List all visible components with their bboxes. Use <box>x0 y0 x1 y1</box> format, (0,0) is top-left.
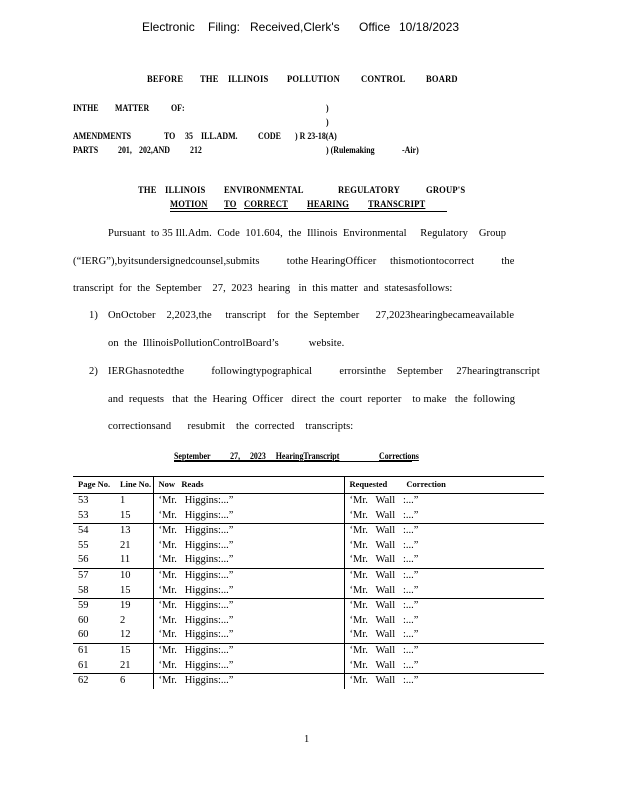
cell-line: 12 <box>120 629 131 641</box>
board-word: BEFORE <box>147 75 184 85</box>
table-row <box>73 628 544 643</box>
caption-parts: PARTS <box>73 145 99 155</box>
filing-label-filing: Filing: <box>208 20 241 34</box>
table-header-row <box>73 476 544 494</box>
table-row <box>73 584 544 599</box>
cell-line: 1 <box>120 495 126 506</box>
header-page: Page No. <box>73 476 115 494</box>
caption-of: OF: <box>171 103 185 113</box>
table-row <box>73 659 544 674</box>
cell-now-reads: ‘Mr. Higgins:...” <box>153 628 344 643</box>
cell-now-reads: ‘Mr. Higgins:...” <box>153 614 344 629</box>
item-line: correctionsand resubmit the corrected transcripts: <box>108 421 354 432</box>
header-now-reads: Now Reads <box>153 476 344 494</box>
table-caption-corrections: Corrections <box>379 451 419 461</box>
cell-page: 57 <box>73 568 115 583</box>
item-number: 2) <box>89 366 98 377</box>
cell-now-reads: ‘Mr. Higgins:...” <box>153 643 344 658</box>
cell-now-reads: ‘Mr. Higgins:...” <box>153 494 344 509</box>
header-line: Line No. <box>115 476 153 494</box>
table-row <box>73 599 544 614</box>
title-word: CORRECT <box>244 200 289 210</box>
cell-page: 53 <box>78 509 89 521</box>
filing-label-electronic: Electronic <box>142 20 195 34</box>
cell-page: 53 <box>78 495 89 506</box>
paragraph-line: Pursuant to 35 Ill.Adm. Code 101.604, the Illinois Environmental Regulatory Group <box>108 228 507 239</box>
cell-now-reads: ‘Mr. Higgins:...” <box>153 539 344 554</box>
cell-requested: ‘Mr. Wall :...” <box>344 524 544 539</box>
title-word: GROUP'S <box>426 186 466 196</box>
board-word: ILLINOIS <box>228 75 269 85</box>
cell-page: 60 <box>78 629 89 641</box>
item-line: and requests that the Hearing Officer direct the court reporter to make the following <box>108 394 516 405</box>
caption-part-201: 201, <box>118 145 132 155</box>
board-word: THE <box>200 75 219 85</box>
cell-page: 61 <box>78 659 89 671</box>
cell-line: 15 <box>115 643 153 658</box>
table-body <box>73 494 544 689</box>
cell-line: 2 <box>120 614 126 626</box>
caption-air: -Air) <box>402 145 419 155</box>
item-number: 1) <box>89 310 98 321</box>
table-row <box>73 509 544 524</box>
cell-page: 60 <box>78 614 89 626</box>
cell-page: 54 <box>73 524 115 539</box>
cell-now-reads: ‘Mr. Higgins:...” <box>153 553 344 568</box>
cell-line: 11 <box>120 554 131 566</box>
title-word: REGULATORY <box>338 186 401 196</box>
paragraph-line: (“IERG”),byitsundersignedcounsel,submits tothe HearingOfficer thismotiontocorrect the <box>73 256 515 267</box>
cell-requested: ‘Mr. Wall :...” <box>344 674 544 689</box>
item-line: IERGhasnotedthe followingtypographical errorsinthe September 27hearingtranscript <box>108 366 540 377</box>
title-word: ILLINOIS <box>165 186 206 196</box>
cell-now-reads: ‘Mr. Higgins:...” <box>153 509 344 524</box>
title-word: THE <box>138 186 157 196</box>
title-word: HEARING <box>307 200 350 210</box>
cell-line: 13 <box>115 524 153 539</box>
caption-35: 35 <box>185 131 193 141</box>
cell-requested: ‘Mr. Wall :...” <box>344 539 544 554</box>
cell-line: 6 <box>115 674 153 689</box>
cell-requested: ‘Mr. Wall :...” <box>344 643 544 658</box>
cell-now-reads: ‘Mr. Higgins:...” <box>153 599 344 614</box>
table-row <box>73 524 544 539</box>
table-row <box>73 674 544 689</box>
caption-paren: ) <box>326 103 329 113</box>
cell-requested: ‘Mr. Wall :...” <box>344 614 544 629</box>
cell-page: 55 <box>78 539 89 551</box>
caption-ill-adm: ILL.ADM. <box>201 131 238 141</box>
cell-page: 62 <box>73 674 115 689</box>
cell-page: 58 <box>78 584 89 596</box>
cell-line: 21 <box>120 539 131 551</box>
title-word: MOTION <box>170 200 208 210</box>
cell-requested: ‘Mr. Wall :...” <box>344 509 544 524</box>
cell-requested: ‘Mr. Wall :...” <box>344 568 544 583</box>
corrections-table <box>73 476 544 689</box>
cell-line: 19 <box>115 599 153 614</box>
cell-page: 61 <box>73 643 115 658</box>
cell-requested: ‘Mr. Wall :...” <box>344 494 544 509</box>
cell-line: 15 <box>120 584 131 596</box>
cell-now-reads: ‘Mr. Higgins:...” <box>153 584 344 599</box>
table-row <box>73 614 544 629</box>
item-line: on the IllinoisPollutionControlBoard’s website. <box>108 338 345 349</box>
table-caption-underline <box>174 461 412 462</box>
title-word: TRANSCRIPT <box>368 200 426 210</box>
caption-code: CODE <box>258 131 281 141</box>
board-word: POLLUTION <box>287 75 340 85</box>
caption-paren: ) <box>326 117 329 127</box>
table-row <box>73 553 544 568</box>
cell-line: 10 <box>115 568 153 583</box>
title-word: TO <box>224 200 237 210</box>
board-word: BOARD <box>426 75 458 85</box>
filing-date: 10/18/2023 <box>399 20 460 34</box>
header-requested-correction: Requested Correction <box>344 476 544 494</box>
caption-part-202: 202,AND <box>139 145 171 155</box>
cell-requested: ‘Mr. Wall :...” <box>344 659 544 674</box>
cell-now-reads: ‘Mr. Higgins:...” <box>153 659 344 674</box>
table-row <box>73 643 544 658</box>
caption-part-212: 212 <box>190 145 202 155</box>
caption-rulemaking: ) (Rulemaking <box>326 145 375 155</box>
item-line: OnOctober 2,2023,the transcript for the September 27,2023hearingbecameavailable <box>108 310 515 321</box>
table-row <box>73 568 544 583</box>
title-underline <box>170 211 447 212</box>
cell-now-reads: ‘Mr. Higgins:...” <box>153 674 344 689</box>
caption-to: TO <box>164 131 176 141</box>
cell-requested: ‘Mr. Wall :...” <box>344 584 544 599</box>
page-number: 1 <box>304 734 310 745</box>
caption-docket-number: ) R 23-18(A) <box>295 131 337 141</box>
cell-page: 56 <box>78 554 89 566</box>
filing-label-office: Office <box>359 20 391 34</box>
table-row <box>73 539 544 554</box>
cell-line: 21 <box>120 659 131 671</box>
cell-now-reads: ‘Mr. Higgins:...” <box>153 568 344 583</box>
title-word: ENVIRONMENTAL <box>224 186 304 196</box>
cell-requested: ‘Mr. Wall :...” <box>344 628 544 643</box>
table-row <box>73 494 544 509</box>
caption-amendments: AMENDMENTS <box>73 131 132 141</box>
cell-page: 59 <box>73 599 115 614</box>
paragraph-line: transcript for the September 27, 2023 hearing in this matter and statesasfollows: <box>73 283 453 294</box>
caption-in-the: INTHE <box>73 103 99 113</box>
table-caption-transcript: September 27, 2023 HearingTranscript <box>174 451 340 461</box>
filing-label-received: Received,Clerk's <box>250 20 340 34</box>
caption-matter: MATTER <box>115 103 150 113</box>
board-word: CONTROL <box>361 75 406 85</box>
cell-line: 15 <box>120 509 131 521</box>
cell-requested: ‘Mr. Wall :...” <box>344 553 544 568</box>
cell-now-reads: ‘Mr. Higgins:...” <box>153 524 344 539</box>
cell-requested: ‘Mr. Wall :...” <box>344 599 544 614</box>
